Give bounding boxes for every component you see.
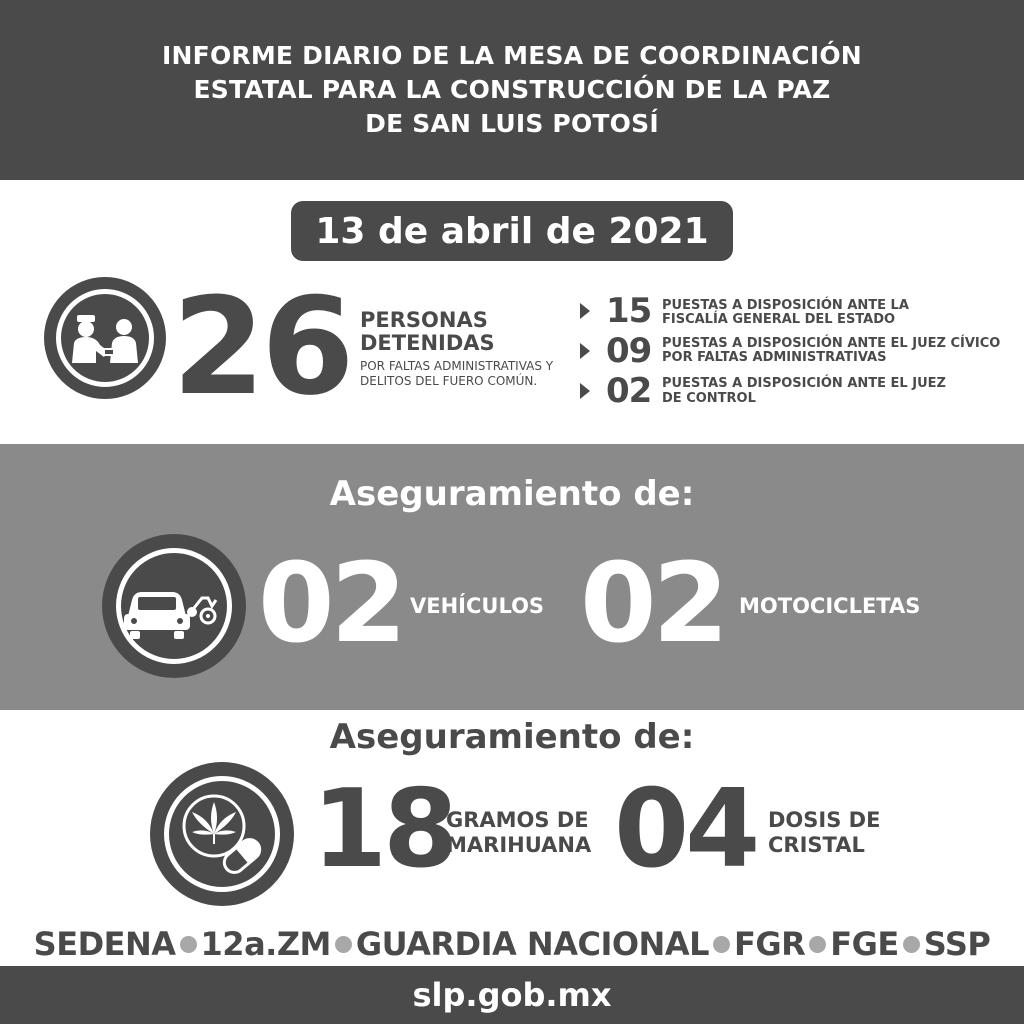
agency-sedena: SEDENA (33, 925, 176, 963)
separator-dot-icon (903, 936, 920, 953)
separator-dot-icon (809, 936, 826, 953)
detenidos-sub-line2: DELITOS DEL FUERO COMÚN. (360, 374, 538, 388)
agency-guardia-nacional: GUARDIA NACIONAL (355, 925, 709, 963)
bullet-arrow-icon (580, 303, 590, 319)
vehiculos-count: 02 (258, 539, 404, 667)
agency-fgr: FGR (733, 925, 806, 963)
detenidos-label-line2: DETENIDAS (360, 331, 495, 355)
header-banner (0, 0, 1024, 180)
item-2-count: 09 (606, 331, 652, 371)
separator-dot-icon (335, 936, 352, 953)
header-title-line3: DE SAN LUIS POTOSÍ (365, 109, 659, 138)
cristal-count: 04 (614, 767, 757, 892)
agencies-bar (0, 922, 1024, 966)
separator-dot-icon (713, 936, 730, 953)
item-3-line2: DE CONTROL (662, 391, 756, 406)
item-1-line1: PUESTAS A DISPOSICIÓN ANTE LA (662, 298, 909, 313)
marihuana-count: 18 (312, 767, 455, 892)
bullet-arrow-icon (580, 343, 590, 359)
agency-ssp: SSP (923, 925, 991, 963)
motocicletas-count: 02 (580, 539, 726, 667)
vehicles-section-title: Aseguramiento de: (329, 474, 695, 514)
item-3-line1: PUESTAS A DISPOSICIÓN ANTE EL JUEZ (662, 376, 946, 391)
item-1-line2: FISCALÍA GENERAL DEL ESTADO (662, 312, 896, 327)
cristal-label-line1: DOSIS DE (768, 808, 881, 832)
marihuana-label-line2: MARIHUANA (446, 833, 592, 857)
marijuana-pill-icon (150, 762, 294, 906)
agency-fge: FGE (830, 925, 899, 963)
car-motorcycle-icon (102, 534, 246, 678)
footer-website: slp.gob.mx (0, 966, 1024, 1024)
date-badge: 13 de abril de 2021 (291, 201, 733, 261)
item-2-line1: PUESTAS A DISPOSICIÓN ANTE EL JUEZ CÍVICO (662, 336, 1001, 351)
header-title-line2: ESTATAL PARA LA CONSTRUCCIÓN DE LA PAZ (193, 75, 831, 104)
cristal-label-line2: CRISTAL (768, 833, 865, 857)
separator-dot-icon (180, 936, 197, 953)
detenidos-count: 26 (172, 269, 351, 425)
item-2-line2: POR FALTAS ADMINISTRATIVAS (662, 350, 887, 365)
header-title-line1: INFORME DIARIO DE LA MESA DE COORDINACIÓN (162, 41, 862, 70)
agency-12a-zm: 12a.ZM (200, 925, 331, 963)
detenidos-sub-line1: POR FALTAS ADMINISTRATIVAS Y (360, 359, 554, 373)
bullet-arrow-icon (580, 383, 590, 399)
police-arrest-icon (44, 277, 166, 399)
detenidos-label-line1: PERSONAS (360, 308, 488, 332)
motocicletas-label: MOTOCICLETAS (739, 594, 921, 618)
item-1-count: 15 (606, 291, 652, 331)
drugs-section-title: Aseguramiento de: (329, 717, 695, 757)
vehiculos-label: VEHÍCULOS (410, 594, 545, 618)
item-3-count: 02 (606, 371, 652, 411)
marihuana-label-line1: GRAMOS DE (446, 808, 589, 832)
